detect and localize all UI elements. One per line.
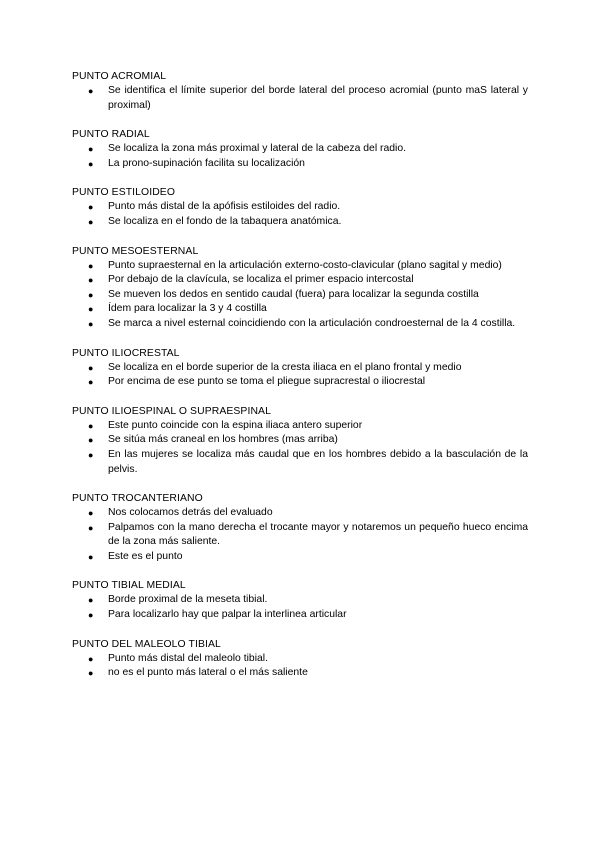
bullet-icon: ● [88, 216, 94, 227]
list-item [72, 317, 528, 332]
bullet-icon: ● [88, 275, 94, 286]
list-item-text: Nos colocamos detrás del evaluado [108, 507, 273, 519]
bullet-icon: ● [88, 522, 94, 533]
list-item-text: La prono-supinación facilita su localización [108, 157, 305, 169]
list-item [72, 273, 528, 288]
list-item [72, 593, 528, 608]
list-item [72, 302, 528, 317]
bullet-list [72, 142, 528, 171]
list-item-text: Se identifica el límite superior del borde lateral del proceso acromial (punto maS lateral y proximal) [108, 85, 528, 111]
list-item [72, 448, 528, 477]
bullet-icon: ● [88, 449, 94, 460]
section-punto-tibial-medial [72, 579, 528, 622]
section-heading: PUNTO ACROMIAL [72, 71, 167, 82]
list-item-text: Se marca a nivel esternal coincidiendo con la articulación condroesternal de la 4 costilla. [108, 317, 516, 329]
bullet-list [72, 200, 528, 229]
list-item-text: Se localiza la zona más proximal y lateral de la cabeza del radio. [108, 143, 407, 155]
list-item-text: Se mueven los dedos en sentido caudal (fuera) para localizar la segunda costilla [108, 288, 479, 300]
bullet-icon: ● [88, 304, 94, 315]
section-punto-acromial [72, 70, 528, 113]
bullet-icon: ● [88, 595, 94, 606]
bullet-list [72, 84, 528, 113]
bullet-icon: ● [88, 86, 94, 96]
bullet-icon: ● [88, 420, 94, 431]
bullet-icon: ● [88, 610, 94, 621]
bullet-list [72, 419, 528, 477]
list-item-text: Punto más distal del maleolo tibial. [108, 652, 268, 664]
bullet-list [72, 361, 528, 390]
bullet-icon: ● [88, 318, 94, 329]
section-punto-mesoesternal [72, 245, 528, 332]
bullet-icon: ● [88, 260, 94, 271]
list-item [72, 288, 528, 303]
list-item-text: Por encima de ese punto se toma el pliegue supracrestal o iliocrestal [108, 376, 426, 388]
list-item-text: Borde proximal de la meseta tibial. [108, 594, 268, 606]
list-item-text: Se sitúa más craneal en los hombres (mas arriba) [108, 434, 338, 446]
bullet-icon: ● [88, 144, 94, 155]
section-heading: PUNTO MESOESTERNAL [72, 245, 199, 257]
list-item [72, 419, 528, 434]
bullet-icon: ● [88, 551, 94, 562]
section-punto-estiloideo [72, 186, 528, 229]
list-item [72, 361, 528, 376]
section-punto-trocanteriano [72, 492, 528, 564]
section-heading: PUNTO TROCANTERIANO [72, 493, 203, 505]
list-item-text: Se localiza en el borde superior de la cresta iliaca en el plano frontal y medio [108, 361, 462, 373]
list-item [72, 652, 528, 667]
list-item-text: Punto supraesternal en la articulación externo-costo-clavicular (plano sagital y medio) [108, 259, 502, 271]
document-page [72, 70, 528, 696]
list-item [72, 666, 528, 681]
list-item [72, 200, 528, 215]
bullet-icon: ● [88, 362, 94, 373]
list-item-text: Se localiza en el fondo de la tabaquera anatómica. [108, 215, 342, 227]
bullet-icon: ● [88, 435, 94, 446]
list-item [72, 259, 528, 274]
list-item-text: Punto más distal de la apófisis estiloides del radio. [108, 201, 341, 213]
bullet-icon: ● [88, 202, 94, 213]
list-item [72, 215, 528, 230]
list-item-text: Palpamos con la mano derecha el trocante mayor y notaremos un pequeño hueco encima de la zona más saliente. [108, 521, 528, 548]
bullet-icon: ● [88, 668, 94, 679]
section-punto-iliocrestal [72, 347, 528, 390]
section-heading: PUNTO RADIAL [72, 129, 150, 141]
list-item-text: Para localizarlo hay que palpar la interlinea articular [108, 609, 347, 621]
list-item [72, 157, 528, 172]
bullet-list [72, 506, 528, 564]
bullet-icon: ● [88, 653, 94, 664]
bullet-list [72, 259, 528, 332]
section-punto-radial [72, 128, 528, 171]
section-heading: PUNTO ILIOESPINAL O SUPRAESPINAL [72, 405, 271, 417]
section-heading: PUNTO TIBIAL MEDIAL [72, 580, 186, 592]
list-item-text: no es el punto más lateral o el más saliente [108, 667, 308, 679]
bullet-icon: ● [88, 508, 94, 519]
list-item [72, 608, 528, 623]
bullet-icon: ● [88, 377, 94, 388]
section-heading: PUNTO ESTILOIDEO [72, 187, 176, 199]
list-item [72, 521, 528, 550]
list-item-text: Este es el punto [108, 550, 183, 562]
section-punto-ilioespinal [72, 405, 528, 477]
list-item [72, 375, 528, 390]
bullet-icon: ● [88, 289, 94, 300]
list-item-text: En las mujeres se localiza más caudal que en los hombres debido a la basculación de la pelvis. [108, 448, 528, 475]
bullet-list [72, 652, 528, 681]
list-item [72, 433, 528, 448]
list-item [72, 142, 528, 157]
section-heading: PUNTO DEL MALEOLO TIBIAL [72, 638, 221, 650]
list-item [72, 550, 528, 565]
bullet-icon: ● [88, 158, 94, 169]
list-item [72, 506, 528, 521]
list-item-text: Este punto coincide con la espina iliaca antero superior [108, 419, 363, 431]
bullet-list [72, 593, 528, 622]
list-item-text: Por debajo de la clavícula, se localiza el primer espacio intercostal [108, 274, 414, 286]
list-item-text: Ídem para localizar la 3 y 4 costilla [108, 303, 267, 315]
section-heading: PUNTO ILIOCRESTAL [72, 347, 180, 359]
list-item [72, 84, 528, 113]
section-punto-maleolo-tibial [72, 638, 528, 681]
